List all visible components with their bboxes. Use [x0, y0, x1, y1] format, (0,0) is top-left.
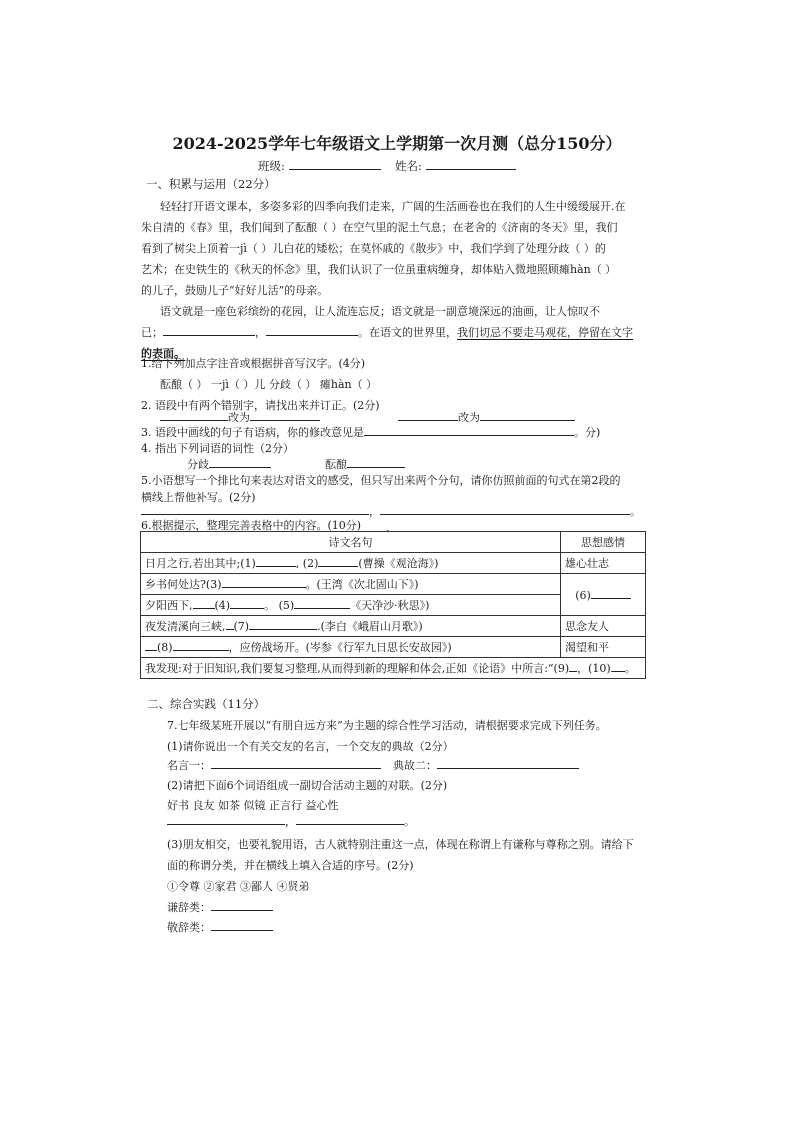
answer-blank[interactable]: [250, 409, 320, 421]
answer-blank[interactable]: [266, 324, 358, 336]
punctuation: ，: [577, 662, 589, 675]
class-blank[interactable]: [289, 158, 381, 170]
blank-number: (3): [205, 578, 222, 591]
question-2: 2. 语段中有两个错别字，请找出来并订正。(2分): [141, 399, 380, 412]
poem-text: 乡书何处达?: [145, 578, 206, 591]
question-3-end: 。分): [574, 426, 601, 439]
change-label: 改为: [228, 411, 250, 424]
blank-number: (7): [233, 620, 250, 633]
question-1: 1.给下列加点字注音或根据拼音写汉字。(4分): [141, 357, 366, 370]
stray-mark: 、: [386, 521, 397, 534]
word-label: 酝酿: [325, 458, 347, 471]
question-3: [141, 424, 600, 440]
poem-source: ，应傍战场开。(岑参《行军九日思长安故园》): [228, 641, 452, 654]
table-row: [141, 658, 646, 679]
discovery-cell: [141, 658, 646, 679]
answer-blank[interactable]: [209, 456, 271, 468]
table-row: [141, 574, 646, 595]
answer-blank[interactable]: [211, 899, 273, 911]
answer-blank[interactable]: [193, 597, 215, 609]
answer-blank[interactable]: [230, 597, 264, 609]
poem-source: 《天净沙·秋思》): [350, 599, 430, 612]
quote-label: 名言一：: [167, 759, 211, 772]
header-poem: 诗文名句: [141, 532, 561, 553]
answer-blank[interactable]: [591, 587, 631, 599]
passage-line: 看到了树尖上顶着一jì（ ）儿白花的矮松；在莫怀戚的《散步》中，我们学到了处理分歧（ ）的: [141, 242, 606, 255]
blank-number: (4): [214, 599, 231, 612]
question-7-1-quote: [167, 757, 381, 773]
question-7-2: (2)请把下面6个词语组成一副切合活动主题的对联。(2分): [167, 779, 448, 792]
poem-text: 夕阳西下,: [145, 599, 193, 612]
passage-text: ，: [255, 326, 266, 339]
question-7-3-line-1: (3)朋友相交，也要礼貌用语，古人就特别注重这一点，体现在称谓上有谦称与尊称之别。请给下: [167, 838, 634, 851]
answer-blank[interactable]: [256, 555, 296, 567]
poem-table: [140, 531, 646, 679]
question-7-2-answer: [167, 813, 415, 829]
passage-line: 艺术；在史铁生的《秋天的怀念》里，我们认识了一位虽重病缠身，却体贴入微地照顾瘫hàn（ ）: [141, 263, 617, 276]
answer-blank[interactable]: [380, 503, 630, 515]
humble-label: 谦辞类：: [167, 901, 211, 914]
emotion-cell: 思念友人: [561, 616, 646, 637]
emotion-cell: 雄心壮志: [561, 553, 646, 574]
punctuation: 。: [404, 815, 415, 828]
answer-blank[interactable]: [398, 409, 458, 421]
punctuation: 。: [630, 505, 641, 518]
question-7-3-options: ①令尊 ②家君 ③鄙人 ④贤弟: [167, 880, 310, 893]
blank-number: (6): [575, 589, 591, 602]
blank-number: (10): [588, 662, 611, 675]
passage-line: 的儿子，鼓励儿子“好好儿活”的母亲。: [141, 284, 329, 297]
blank-number: (9): [553, 662, 570, 675]
poem-cell: [141, 595, 561, 616]
question-2-answer-2: [398, 409, 575, 425]
passage-text: 。在语文的世界里，: [358, 326, 457, 339]
class-field: [258, 158, 381, 174]
punctuation: 。: [264, 599, 276, 612]
page-title: 2024-2025学年七年级语文上学期第一次月测（总分150分）: [172, 134, 622, 153]
underlined-sentence: 我们切忌不要走马观花，停留在文字: [457, 326, 633, 339]
question-6: 6.根据提示，整理完善表格中的内容。(10分): [141, 519, 362, 532]
answer-blank[interactable]: [173, 639, 229, 651]
poem-text: 夜发清溪向三峡,: [145, 620, 226, 633]
poem-cell: [141, 637, 561, 658]
answer-blank[interactable]: [226, 618, 234, 630]
underlined-sentence-end: 的表面。: [141, 347, 185, 360]
section2-heading: 二、综合实践（11分）: [147, 697, 266, 711]
punctuation: 。: [624, 662, 636, 675]
poem-cell: [141, 574, 561, 595]
answer-blank[interactable]: [480, 409, 575, 421]
question-1-items: 酝酿（ ） 一jì（ ）儿 分歧（ ） 瘫hàn（ ）: [160, 378, 378, 391]
table-row: [141, 637, 646, 658]
respect-terms: [167, 919, 273, 935]
word-label: 分歧: [187, 458, 209, 471]
poem-source: .(李白《峨眉山月歌》): [317, 620, 423, 633]
question-7-1: (1)请你说出一个有关交友的名言，一个交友的典故（2分）: [167, 740, 454, 753]
humble-terms: [167, 899, 273, 915]
question-7-2-words: 好书 良友 如茶 似镜 正言行 益心性: [167, 799, 339, 812]
question-7-3-line-2: 面的称谓分类，并在横线上填入合适的序号。(2分): [167, 859, 414, 872]
story-label: 典故二：: [393, 759, 437, 772]
poem-cell: [141, 616, 561, 637]
name-field: [395, 158, 516, 174]
punctuation: ，: [285, 815, 296, 828]
answer-blank[interactable]: [167, 813, 285, 825]
question-5-line-2: 横线上帮他补写。(2分): [141, 491, 256, 504]
name-label: 姓名:: [395, 159, 422, 173]
answer-blank[interactable]: [294, 597, 350, 609]
poem-source: (曹操《观沧海》): [358, 557, 439, 570]
discovery-text: 我发现:对于旧知识,我们要复习整理,从而得到新的理解和体会,正如《论语》中所言:“: [145, 662, 554, 675]
answer-blank[interactable]: [347, 456, 405, 468]
emotion-cell: [561, 574, 646, 616]
table-row: [141, 553, 646, 574]
answer-blank[interactable]: [145, 639, 157, 651]
poem-cell: 日月之行,若出其中;(1) , (2) (曹操《观沧海》): [141, 553, 561, 574]
section1-heading: 一、积累与运用（22分）: [146, 177, 276, 191]
blank-number: (8): [157, 641, 173, 654]
answer-blank[interactable]: [163, 324, 255, 336]
question-5-line-1: 5.小语想写一个排比句来表达对语文的感受，但只写出来两个分句，请你仿照前面的句式在第2段的: [141, 474, 621, 487]
answer-blank[interactable]: [437, 757, 579, 769]
emotion-cell: 渴望和平: [561, 637, 646, 658]
answer-blank[interactable]: [249, 618, 317, 630]
name-blank[interactable]: [426, 158, 516, 170]
passage-line: 轻轻打开语文课本，多姿多彩的四季向我们走来，广阔的生活画卷也在我们的人生中缓缓展开.在: [160, 200, 626, 213]
change-label: 改为: [458, 411, 480, 424]
passage-line: 朱自清的《春》里，我们闻到了酝酿（ ）在空气里的泥土气息；在老舍的《济南的冬天》里，我们: [141, 221, 618, 234]
class-label: 班级:: [258, 159, 285, 173]
question-7-1-story: [393, 757, 579, 773]
answer-blank[interactable]: [211, 919, 273, 931]
question-4: 4. 指出下列词语的词性（2分）: [141, 442, 294, 455]
answer-blank[interactable]: [141, 503, 369, 515]
respect-label: 敬辞类：: [167, 921, 211, 934]
answer-blank[interactable]: [364, 424, 574, 436]
blank-number: (1): [240, 557, 256, 570]
blank-number: (5): [278, 599, 295, 612]
question-4-word-1: [187, 456, 271, 472]
question-4-word-2: [325, 456, 405, 472]
answer-blank[interactable]: [222, 576, 306, 588]
answer-blank[interactable]: [569, 660, 577, 672]
blank-number: (2): [302, 557, 319, 570]
answer-blank[interactable]: [318, 555, 358, 567]
passage-text: 已；: [141, 326, 163, 339]
question-3-text: 3. 语段中画线的句子有语病，你的修改意见是: [141, 426, 364, 439]
question-7: 7.七年级某班开展以“有朋自远方来”为主题的综合性学习活动，请根据要求完成下列任务。: [167, 719, 607, 732]
passage-line-with-blanks: [141, 324, 633, 340]
answer-blank[interactable]: [296, 813, 404, 825]
poem-source: 。(王湾《次北固山下》): [305, 578, 419, 591]
header-emotion: 思想感情: [561, 532, 646, 553]
answer-blank[interactable]: [160, 409, 228, 421]
passage-line: 语文就是一座色彩缤纷的花园，让人流连忘反；语文就是一副意境深远的油画，让人惊叹不: [160, 305, 600, 318]
table-row: [141, 616, 646, 637]
answer-blank[interactable]: [611, 660, 625, 672]
table-header-row: [141, 532, 646, 553]
punctuation: ，: [369, 505, 380, 518]
question-2-answer-1: [160, 409, 320, 425]
answer-blank[interactable]: [211, 757, 381, 769]
poem-text: 日月之行,若出其中;: [145, 557, 241, 570]
